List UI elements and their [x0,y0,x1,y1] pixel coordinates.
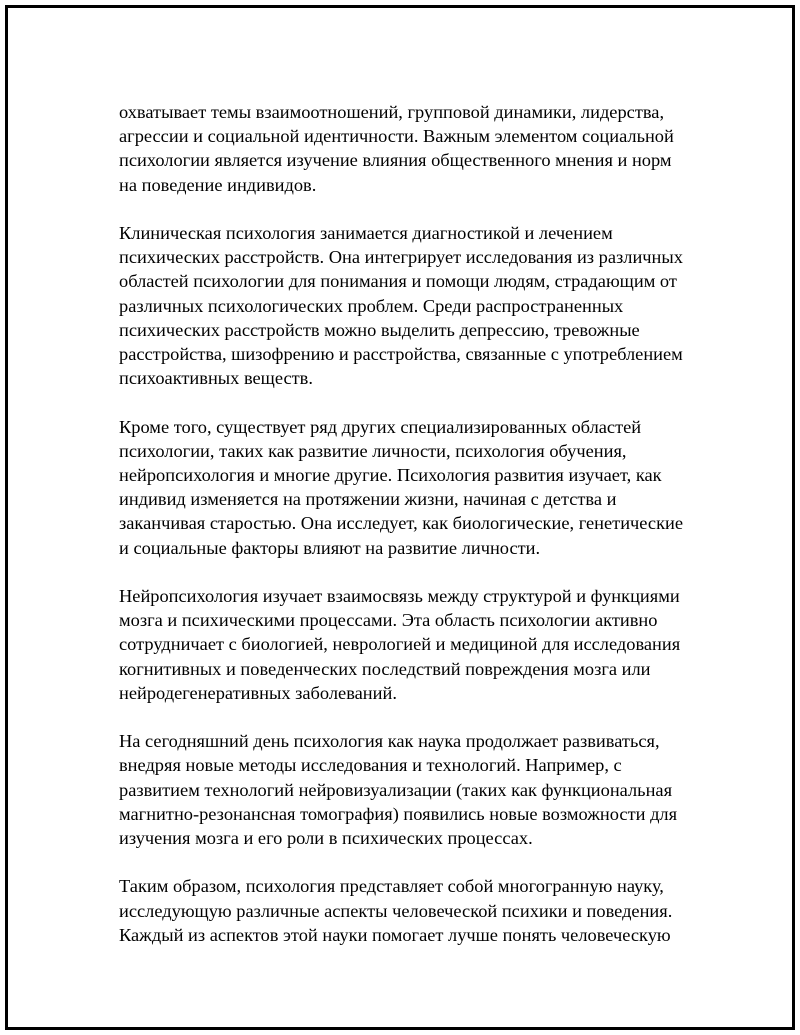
text-line: агрессии и социальной идентичности. Важным элементом социальной [119,126,674,147]
paragraph [119,584,699,705]
paragraph [119,221,699,390]
text-line: охватывает темы взаимоотношений, групповой динамики, лидерства, [119,102,665,122]
text-line: Клиническая психология занимается диагностикой и лечением [119,223,613,243]
text-line: психологии, таких как развитие личности, психология обучения, [119,440,627,461]
text-line: и социальные факторы влияют на развитие личности. [119,537,541,558]
text-line: сотрудничает с биологией, неврологией и медициной для исследования [119,634,681,655]
text-line: заканчивая старостью. Она исследует, как биологические, генетические [119,513,684,534]
paragraph [119,100,699,197]
text-line: Таким образом, психология представляет собой многогранную науку, [119,876,664,897]
text-line: развитием технологий нейровизуализации (таких как функциональная [119,779,673,800]
paragraph [119,729,699,850]
text-line: внедряя новые методы исследования и технологий. Например, с [119,755,622,776]
text-line: мозга и психическими процессами. Эта область психологии активно [119,610,658,631]
text-line: изучения мозга и его роли в психических процессах. [119,828,533,849]
page-frame [5,5,795,1030]
paragraph [119,415,699,560]
text-line: исследующую различные аспекты человеческой психики и поведения. [119,900,673,921]
text-line: на поведение индивидов. [119,174,317,195]
text-line: расстройства, шизофрению и расстройства, связанные с употреблением [119,344,683,365]
text-line: психоактивных веществ. [119,368,313,389]
text-line: когнитивных и поведенческих последствий повреждения мозга или [119,658,651,679]
document-body [119,100,699,971]
text-line: нейропсихология и многие другие. Психология развития изучает, как [119,465,662,486]
text-line: различных психологических проблем. Среди распространенных [119,295,624,316]
text-line: Каждый из аспектов этой науки помогает лучше понять человеческую [119,924,671,945]
text-line: Нейропсихология изучает взаимосвязь между структурой и функциями [119,586,680,607]
text-line: психологии является изучение влияния общественного мнения и норм [119,150,672,171]
text-line: индивид изменяется на протяжении жизни, начиная с детства и [119,489,617,510]
text-line: магнитно-резонансная томография) появились новые возможности для [119,803,678,824]
text-line: психических расстройств. Она интегрирует исследования из различных [119,247,683,268]
paragraph [119,874,699,947]
text-line: нейродегенеративных заболеваний. [119,682,397,703]
text-line: Кроме того, существует ряд других специализированных областей [119,416,642,437]
text-line: На сегодняшний день психология как наука продолжает развиваться, [119,731,660,752]
text-line: областей психологии для понимания и помощи людям, страдающим от [119,271,677,292]
text-line: психических расстройств можно выделить депрессию, тревожные [119,319,640,340]
